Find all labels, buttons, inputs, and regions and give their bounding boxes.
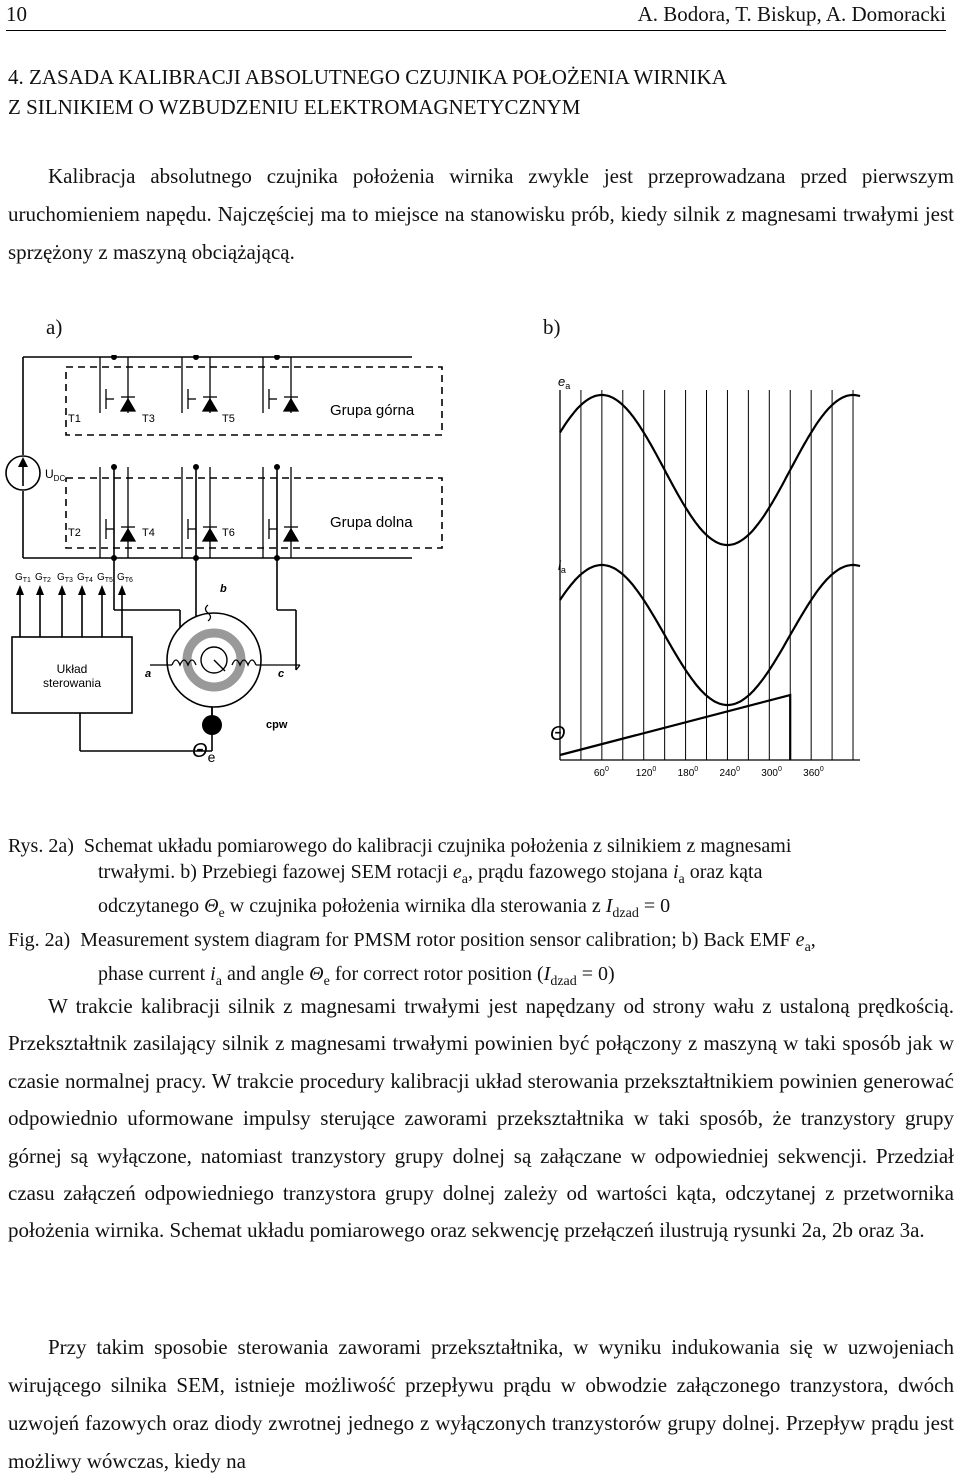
- paragraph-calibration: W trakcie kalibracji silnik z magnesami trwałymi jest napędzany od strony wału z ustaloną prędkością. Przekształtnik zasilający silnik z magnesami trwałymi powinien być połączony z maszyną w taki sposób jak w czasie normalnej pracy. W trakcie procedury kalibracji układ sterowania przekształtnikiem powinien generować odpowiednio uformowane impulsy sterujące zaworami przekształtnika w taki sposób, że tranzystory grupy górnej są wyłączone, natomiast tranzystory grupy dolnej są załączane w odpowiedniej sekwencji. Przedział czasu załączeń odpowiedniego tranzystora grupy dolnej zależy od wartości kąta, odczytanej z przetwornika położenia wirnika. Schemat układu pomiarowego oraz sekwencję przełączeń ilustrują rysunki 2a, 2b oraz 3a.: [8, 994, 954, 1243]
- upper-group-box: [66, 367, 442, 435]
- control-label-line2: sterowania: [42, 676, 102, 690]
- label-t6: T6: [222, 527, 235, 539]
- x-tick-label: $360^0$: [803, 766, 824, 779]
- x-tick-label: $300^0$: [761, 766, 782, 779]
- lower-group-label: Grupa dolna: [330, 514, 413, 531]
- ia-waveform: [560, 565, 860, 705]
- caption-pl-line3: odczytanego $\Theta_e$ w czujnika położenia wirnika dla sterowania z $I_{dzad} = 0$: [98, 895, 671, 921]
- ia-label: $i_a$: [558, 558, 566, 575]
- paragraph-control: Przy takim sposobie sterowania zaworami przekształtnika, w wyniku indukowania się w uzwojeniach wirującego silnika SEM, istnieje możliwość przepływu prądu w obwodzie załączonego tranzystora, dwóch uzwojeń fazowych oraz diody zwrotnej jednego z wyłączonych tranzystorów grupy dolnej. Przepływ prądu jest możliwy wówczas, kiedy na: [8, 1335, 954, 1473]
- x-tick-label: $180^0$: [677, 766, 699, 779]
- gate-label-5: $G_{T5}$: [97, 572, 113, 584]
- phase-b-label: b: [220, 583, 227, 595]
- paragraph-intro: Kalibracja absolutnego czujnika położenia wirnika zwykle jest przeprowadzana przed pierwszym uruchomieniem napędu. Najczęściej ma to miejsce na stanowisku prób, kiedy silnik z magnesami trwałymi jest sprzężony z maszyną obciążającą.: [8, 164, 954, 264]
- label-t5: T5: [222, 413, 235, 425]
- cell-t5: [263, 357, 298, 413]
- waveform-plot: [520, 360, 880, 800]
- caption-pl-line1: Rys. 2a) Schemat układu pomiarowego do kalibracji czujnika położenia z silnikiem z magnesami: [8, 835, 792, 857]
- running-header: [6, 0, 946, 31]
- cell-t4: [182, 467, 217, 558]
- x-tick-labels: [594, 766, 824, 779]
- gate-label-6: $G_{T6}$: [117, 572, 133, 584]
- header-authors: A. Bodora, T. Biskup, A. Domoracki: [637, 2, 946, 26]
- motor-symbol: [150, 605, 300, 707]
- label-t3: T3: [142, 413, 155, 425]
- caption-pl-line2: trwałymi. b) Przebiegi fazowej SEM rotacji $e_a$, prądu fazowego stojana $i_a$ oraz kąta: [98, 861, 763, 887]
- udc-label: $U_{DC}$: [45, 467, 66, 483]
- phase-c-label: c: [278, 668, 285, 680]
- figure-caption: [8, 833, 954, 995]
- dc-source-symbol: [6, 456, 40, 490]
- encoder-symbol: [202, 715, 222, 735]
- upper-transistor-cells: [100, 357, 298, 413]
- figure-label-b: b): [543, 315, 561, 339]
- figure-label-a: a): [46, 315, 63, 339]
- section-title-line2: Z SILNIKIEM O WZBUDZENIU ELEKTROMAGNETYCZNYM: [8, 95, 581, 119]
- section-title-line1: 4. ZASADA KALIBRACJI ABSOLUTNEGO CZUJNIKA POŁOŻENIA WIRNIKA: [8, 65, 727, 89]
- gate-label-3: $G_{T3}$: [57, 572, 73, 584]
- theta-ramp: [560, 695, 790, 760]
- cell-t6: [263, 467, 298, 558]
- theta-e-label: $\Theta_e$: [192, 740, 216, 765]
- ea-label: $e_a$: [558, 374, 571, 391]
- caption-en-line2: phase current $i_a$ and angle $\Theta_e$ for correct rotor position $(I_{dzad} = 0)$: [98, 963, 615, 989]
- label-t1: T1: [68, 413, 81, 425]
- label-t2: T2: [68, 527, 81, 539]
- control-label-line1: Układ: [56, 662, 88, 676]
- phase-a-label: a: [145, 668, 152, 680]
- lower-transistor-cells: [100, 467, 298, 558]
- gate-label-4: $G_{T4}$: [77, 572, 93, 584]
- cell-t3: [182, 357, 217, 413]
- grid-lines: [581, 390, 853, 760]
- caption-en-line1: Fig. 2a) Measurement system diagram for PMSM rotor position sensor calibration; b) Back EMF $e_a$,: [8, 929, 816, 955]
- gate-label-2: $G_{T2}$: [35, 572, 51, 584]
- label-t4: T4: [142, 527, 155, 539]
- measurement-schematic: [0, 355, 470, 795]
- section-title: [8, 62, 948, 122]
- upper-group-label: Grupa górna: [330, 402, 415, 419]
- encoder-label: cpw: [266, 719, 288, 731]
- x-tick-label: $240^0$: [719, 766, 741, 779]
- cell-t2: [100, 467, 135, 558]
- x-tick-label: $60^0$: [593, 766, 609, 779]
- cell-t1: [100, 357, 135, 413]
- theta-label: Θ: [550, 723, 566, 745]
- page-number: 10: [6, 2, 27, 26]
- ea-waveform: [560, 395, 860, 545]
- gate-label-1: $G_{T1}$: [15, 572, 31, 584]
- x-tick-label: $120^0$: [635, 766, 657, 779]
